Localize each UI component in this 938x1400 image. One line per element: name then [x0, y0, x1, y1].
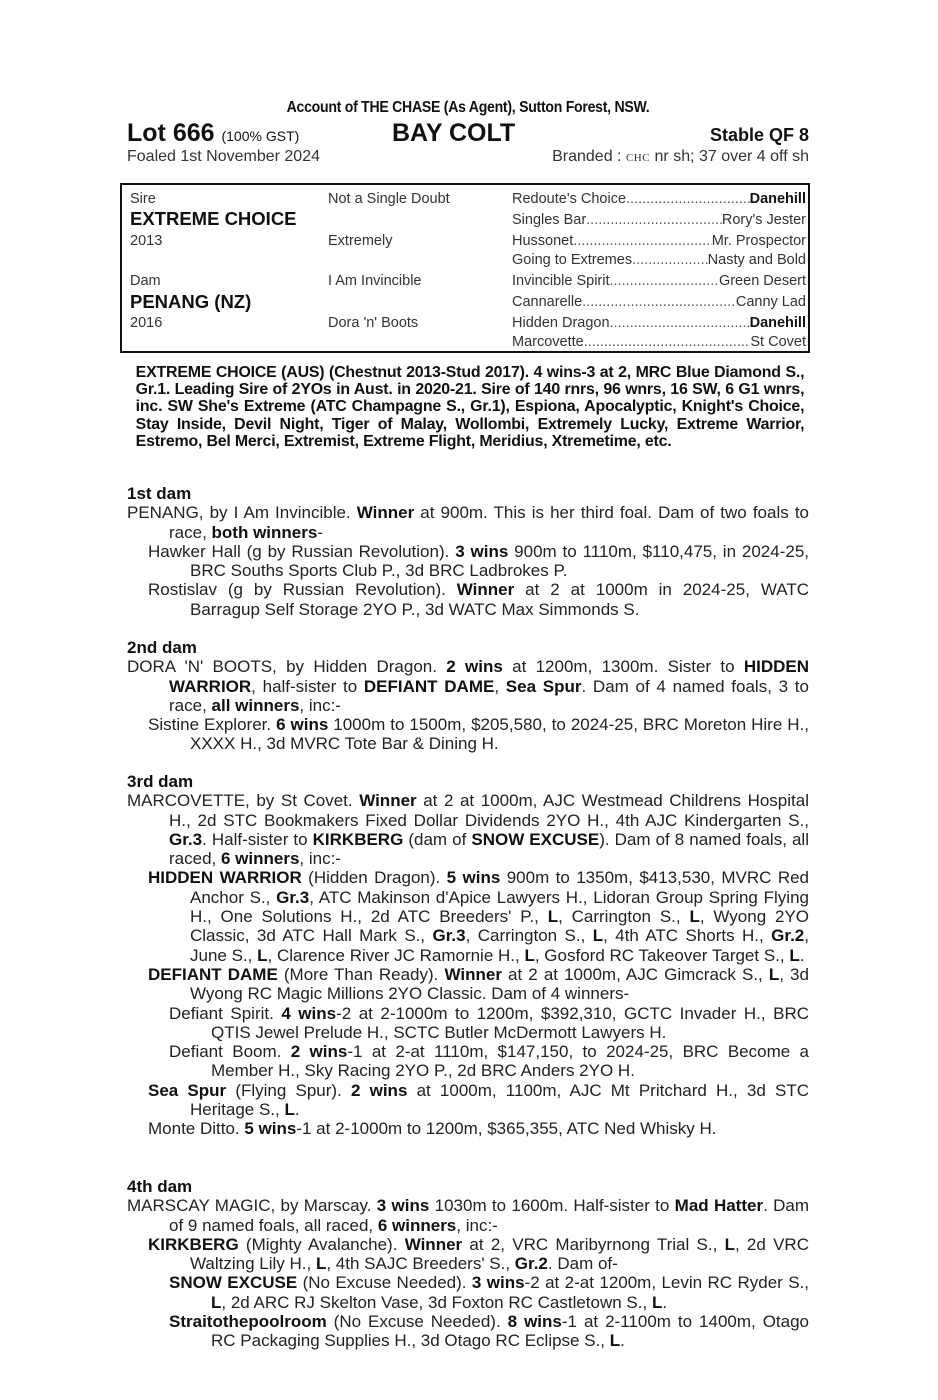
sire-year: 2013: [130, 233, 163, 249]
catalogue-page-header: [127, 98, 809, 170]
family-entry: KIRKBERG (Mighty Avalanche). Winner at 2, VRC Maribyrnong Trial S., L, 2d VRC Waltzing Lily H., L, 4th SAJC Breeders' S., Gr.2. Dam of-: [148, 1234, 809, 1274]
leader-dots: [626, 189, 750, 209]
foaled-date: Foaled 1st November 2024: [127, 148, 320, 165]
family-entry: DORA 'N' BOOTS, by Hidden Dragon. 2 wins at 1200m, 1300m. Sister to HIDDEN WARRIOR, half-sister to DEFIANT DAME, Sea Spur. Dam of 4 named foals, 3 to race, all winners, inc:-: [127, 657, 810, 715]
family-entry: Monte Ditto. 5 wins-1 at 2-1000m to 1200m, $365,355, ATC Ned Whisky H.: [148, 1119, 717, 1139]
gg-name: Invincible Spirit: [512, 273, 610, 289]
leader-dots: [573, 231, 711, 251]
grandsire-paternal: Not a Single Doubt: [328, 191, 450, 207]
brand-mark: CHC: [625, 152, 651, 164]
gg-sire: Nasty and Bold: [707, 252, 806, 268]
granddam-paternal: Extremely: [328, 233, 393, 249]
sire-label: Sire: [130, 191, 156, 207]
family-entry: Defiant Spirit. 4 wins-2 at 2-1000m to 1200m, $392,310, GCTC Invader H., BRC QTIS Jewel Prelude H., SCTC Butler McDermott Lawyers H.: [169, 1003, 809, 1042]
lot-row: [127, 118, 809, 148]
brand-info: [552, 148, 809, 166]
gg-sire: Danehill: [749, 315, 806, 331]
dam-heading: 2nd dam: [127, 638, 197, 657]
gg-sire: St Covet: [750, 334, 806, 350]
great-grandparent: [512, 189, 806, 209]
great-grandparent: [512, 250, 806, 270]
pedigree-table: [120, 183, 810, 353]
horse-description: BAY COLT: [392, 119, 516, 147]
family-entry: Hawker Hall (g by Russian Revolution). 3 wins 900m to 1110m, $110,475, in 2024-25, BRC Souths Sports Club P., 3d BRC Ladbrokes P.: [148, 541, 810, 581]
sire-summary: EXTREME CHOICE (AUS) (Chestnut 2013-Stud 2017). 4 wins-3 at 2, MRC Blue Diamond S., Gr.1. Leading Sire of 2YOs in Aust. in 2020-21. Sire of 140 rnrs, 96 wnrs, 16 SW, 6 G1 wnrs, inc. SW She's Extreme (ATC Champagne S., Gr.1), Espiona, Apocalyptic, Knight's Choice, Stay Inside, Devil Night, Tiger of Malay, Wollombi, Extremely Lucky, Extreme Warrior, Estremo, Bel Merci, Extremist, Extreme Flight, Meridius, Xtremetime, etc.: [135, 364, 805, 450]
family-entry: SNOW EXCUSE (No Excuse Needed). 3 wins-2 at 2-at 1200m, Levin RC Ryder S., L, 2d ARC RJ Skelton Vase, 3d Foxton RC Castletown S., L.: [169, 1273, 810, 1312]
granddam-maternal: Dora 'n' Boots: [328, 315, 419, 331]
gg-name: Singles Bar: [512, 212, 587, 228]
gg-name: Hidden Dragon: [512, 315, 610, 331]
gg-sire: Green Desert: [718, 273, 806, 289]
gst-note: (100% GST): [221, 128, 300, 144]
foal-row: [127, 148, 809, 170]
great-grandparent: [512, 210, 806, 230]
family-entry: Rostislav (g by Russian Revolution). Winner at 2 at 1000m in 2024-25, WATC Barragup Self Storage 2YO P., 3d WATC Max Simmonds S.: [148, 580, 809, 619]
leader-dots: [586, 210, 722, 230]
family-entry: Sistine Explorer. 6 wins 1000m to 1500m, $205,580, to 2024-25, BRC Moreton Hire H., XXXX H., 3d MVRC Tote Bar & Dining H.: [148, 715, 809, 754]
great-grandparent: [512, 271, 806, 291]
gg-name: Cannarelle: [512, 294, 583, 310]
dam-section-1: [127, 484, 809, 619]
gg-sire: Mr. Prospector: [711, 233, 806, 249]
great-grandparent: [512, 292, 806, 312]
great-grandparent: [512, 231, 806, 251]
lot-label: Lot 666: [127, 119, 215, 147]
family-entry: MARCOVETTE, by St Covet. Winner at 2 at 1000m, AJC Westmead Childrens Hospital H., 2d STC Bookmakers Fixed Dollar Dividends 2YO H., 4th AJC Kindergarten S., Gr.3. Half-sister to KIRKBERG (dam of SNOW EXCUSE). Dam of 8 named foals, all raced, 6 winners, inc:-: [127, 791, 809, 869]
gg-name: Redoute's Choice: [512, 191, 627, 207]
dam-heading: 4th dam: [127, 1177, 193, 1196]
dam-heading: 1st dam: [127, 484, 192, 503]
grandsire-maternal: I Am Invincible: [328, 273, 422, 289]
leader-dots: [610, 313, 750, 333]
dam-section-3: [127, 772, 809, 1139]
gg-name: Hussonet: [512, 233, 574, 249]
gg-name: Going to Extremes: [512, 252, 633, 268]
gg-sire: Danehill: [749, 191, 806, 207]
family-entry: MARSCAY MAGIC, by Marscay. 3 wins 1030m to 1600m. Half-sister to Mad Hatter. Dam of 9 named foals, all raced, 6 winners, inc:-: [127, 1196, 809, 1235]
dam-label: Dam: [130, 273, 161, 289]
family-entry: HIDDEN WARRIOR (Hidden Dragon). 5 wins 900m to 1350m, $413,530, MVRC Red Anchor S., Gr.3, ATC Makinson d'Apice Lawyers H., Lidoran Group Spring Flying H., One Solutions H., 2d ATC Breeders' P., L, Carrington S., L, Wyong 2YO Classic, 3d ATC Hall Mark S., Gr.3, Carrington S., L, 4th ATC Shorts H., Gr.2, June S., L, Clarence River JC Ramornie H., L, Gosford RC Takeover Target S., L.: [148, 868, 810, 965]
great-grandparent: [512, 313, 806, 333]
family-entry: Sea Spur (Flying Spur). 2 wins at 1000m, 1100m, AJC Mt Pritchard H., 3d STC Heritage S., L.: [148, 1080, 809, 1120]
dam-heading: 3rd dam: [127, 772, 194, 791]
gg-sire: Rory's Jester: [721, 212, 806, 228]
leader-dots: [632, 250, 708, 270]
branded-label: Branded :: [552, 148, 622, 165]
leader-dots: [610, 271, 719, 291]
dam-section-4: [127, 1177, 809, 1351]
family-entry: Defiant Boom. 2 wins-1 at 2-at 1110m, $147,150, to 2024-25, BRC Become a Member H., Sky Racing 2YO P., 2d BRC Anders 2YO H.: [169, 1042, 810, 1081]
brand-detail: nr sh; 37 over 4 off sh: [654, 148, 809, 165]
great-grandparent: [512, 332, 806, 352]
family-entry: DEFIANT DAME (More Than Ready). Winner at 2 at 1000m, AJC Gimcrack S., L, 3d Wyong RC Magic Millions 2YO Classic. Dam of 4 winners-: [148, 964, 809, 1004]
family-entry: Straitothepoolroom (No Excuse Needed). 8 wins-1 at 2-1100m to 1400m, Otago RC Packaging Supplies H., 3d Otago RC Eclipse S., L.: [169, 1312, 810, 1351]
sire-name: EXTREME CHOICE: [130, 208, 297, 229]
lot-number: [127, 118, 299, 151]
dam-name: PENANG (NZ): [130, 291, 252, 312]
stable-location: Stable QF 8: [709, 125, 809, 145]
family-entry: PENANG, by I Am Invincible. Winner at 900m. This is her third foal. Dam of two foals to race, both winners-: [127, 503, 810, 542]
leader-dots: [584, 332, 751, 352]
gg-sire: Canny Lad: [735, 294, 806, 310]
dam-year: 2016: [130, 315, 163, 331]
gg-name: Marcovette: [512, 334, 584, 350]
dam-section-2: [127, 638, 809, 754]
vendor-account: Account of THE CHASE (As Agent), Sutton Forest, NSW.: [286, 99, 650, 116]
leader-dots: [582, 292, 736, 312]
